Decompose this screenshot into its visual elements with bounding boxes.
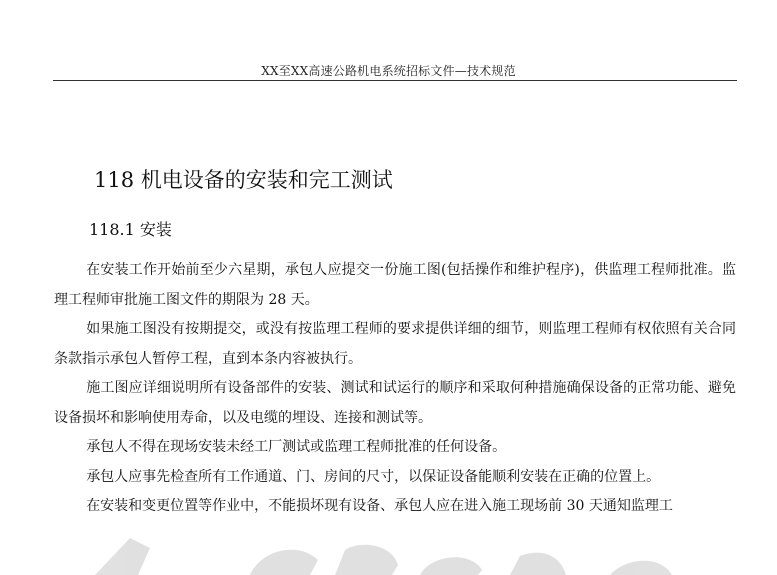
section-title: 118.1 安装 <box>89 220 172 239</box>
paragraph: 在安装工作开始前至少六星期，承包人应提交一份施工图(包括操作和维护程序)，供监理工程师批准。监理工程师审批施工图文件的期限为 28 天。 <box>54 262 736 308</box>
watermark-icon <box>0 520 777 575</box>
paragraph: 如果施工图没有按期提交，或没有按监理工程师的要求提供详细的细节，则监理工程师有权依照有关合同条款指示承包人暂停工程，直到本条内容被执行。 <box>54 321 736 367</box>
paragraph: 在安装和变更位置等作业中，不能损坏现有设备、承包人应在进入施工现场前 30 天通知监理工 <box>86 498 673 514</box>
paragraph: 承包人应事先检查所有工作通道、门、房间的尺寸，以保证设备能顺利安装在正确的位置上。 <box>86 468 661 485</box>
running-header: XX至XX高速公路机电系统招标文件—技术规范 <box>261 64 516 78</box>
header-rule <box>53 80 737 81</box>
paragraph: 承包人不得在现场安装未经工厂测试或监理工程师批准的任何设备。 <box>86 439 507 455</box>
body-text <box>54 256 736 522</box>
chapter-title: 118 机电设备的安装和完工测试 <box>94 168 393 192</box>
paragraph: 施工图应详细说明所有设备部件的安装、测试和试运行的顺序和采取何种措施确保设备的正常功能、避免设备损坏和影响使用寿命，以及电缆的埋设、连接和测试等。 <box>54 380 736 426</box>
